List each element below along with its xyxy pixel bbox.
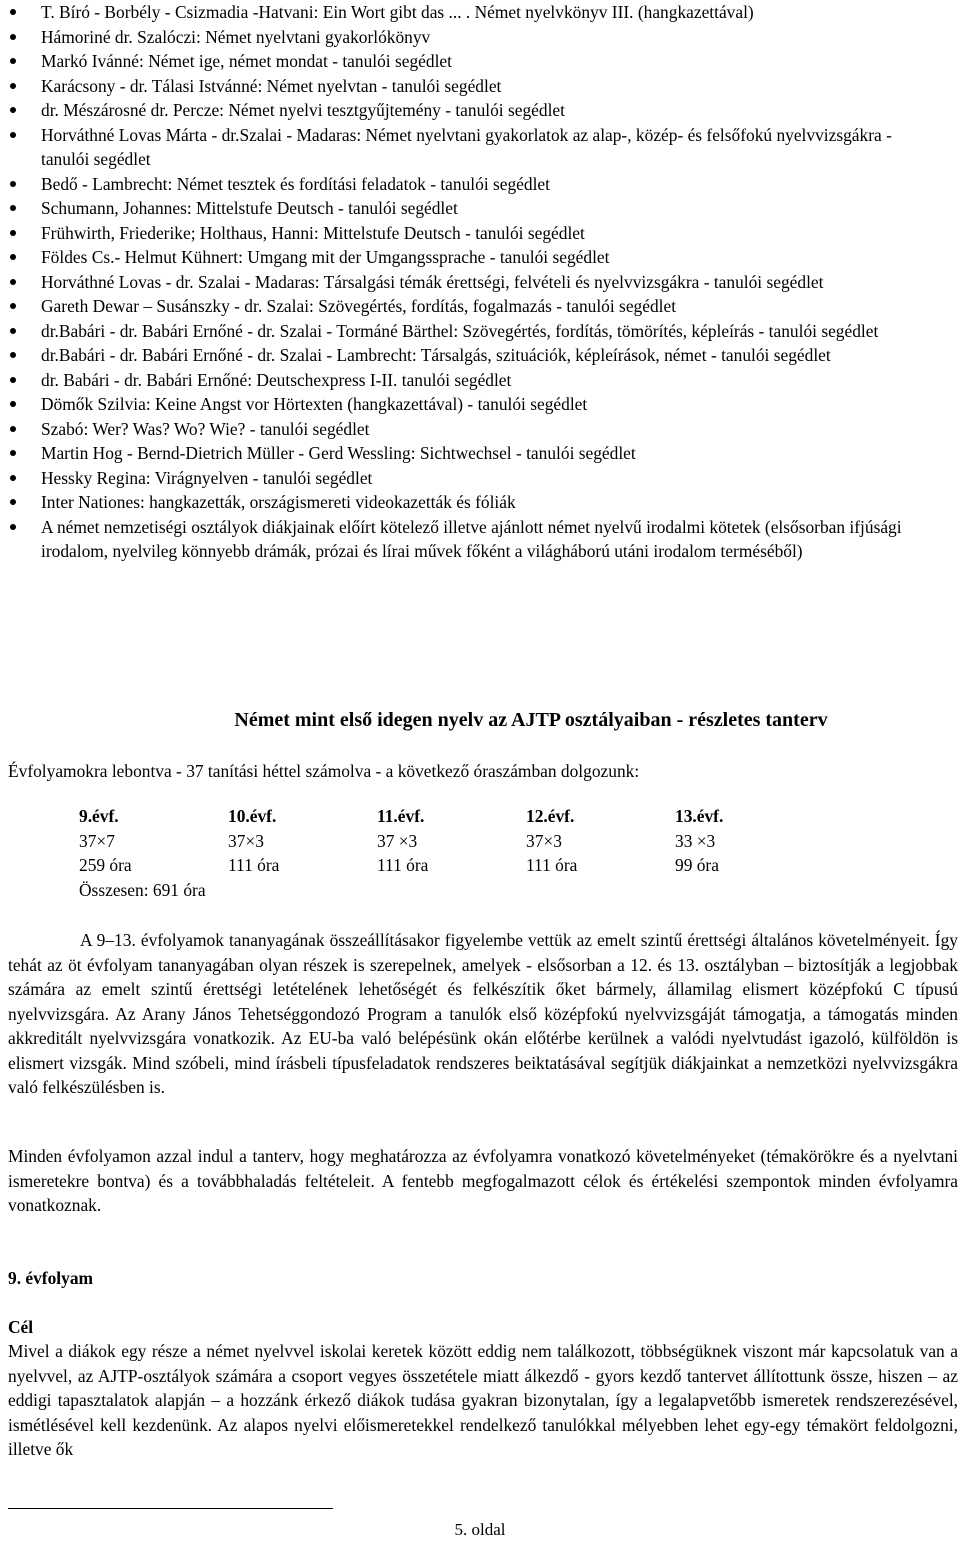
table-cell: 37×3 — [526, 830, 562, 851]
list-item: Frühwirth, Friederike; Holthaus, Hanni: Mittelstufe Deutsch - tanulói segédlet — [0, 221, 960, 246]
list-item: Schumann, Johannes: Mittelstufe Deutsch - tanulói segédlet — [0, 196, 960, 221]
table-cell: 99 óra — [675, 855, 719, 875]
table-cell: 37×3 — [228, 830, 264, 851]
list-item: Horváthné Lovas Márta - dr.Szalai - Madaras: Német nyelvtani gyakorlatok az alap-, közép- és felsőfokú nyelvvizsgákra - tanulói segédlet — [0, 123, 960, 172]
list-item: Szabó: Wer? Was? Wo? Wie? - tanulói segédlet — [0, 417, 960, 442]
table-cell: 37×7 — [79, 830, 115, 851]
list-item: dr. Babári - dr. Babári Ernőné: Deutschexpress I-II. tanulói segédlet — [0, 368, 960, 393]
footer-divider — [8, 1508, 333, 1509]
table-cell: 13.évf. — [675, 806, 724, 826]
table-row — [79, 829, 839, 854]
paragraph-structure: Minden évfolyamon azzal indul a tanterv, hogy meghatározza az évfolyamra vonatkozó követelményeket (témakörökre és a nyelvtani ismeretekre bontva) és a továbbhaladás feltételeit. A fentebb megfogalmazott célok és értékelési szempontok minden évfolyamra vonatkoznak. — [8, 1146, 958, 1215]
list-item: Hámoriné dr. Szalóczi: Német nyelvtani gyakorlókönyv — [0, 25, 960, 50]
table-cell: 10.évf. — [228, 806, 277, 826]
list-item: Horváthné Lovas - dr. Szalai - Madaras: Társalgási témák érettségi, felvételi és nyelvvizsgákra - tanulói segédlet — [0, 270, 960, 295]
hours-table — [79, 804, 839, 902]
reference-list — [0, 0, 960, 564]
table-total-row — [79, 878, 839, 903]
table-cell: 12.évf. — [526, 806, 575, 826]
table-cell: 111 óra — [228, 855, 280, 875]
paragraph-goal: Mivel a diákok egy része a német nyelvvel iskolai keretek között eddig nem találkozott, többségüknek viszont már kapcsolatuk van a nyelvvel, az AJTP-osztályok számára a csoport vegyes összetétele miatt álkezdő - gyors kezdő tantervet állítottunk össze, hiszen – az eddigi tapasztalatok alapján – a hozzánk érkező diákok tudása gyakran bizonytalan, így a legalapvetőbb ismeretek rendszerezésével, ismétlésével kell kezdenünk. Az alapos nyelvi előismeretekkel rendelkező tanulókkal mélyebben lehet egy-egy témakört feldolgozni, illetve ők — [8, 1341, 958, 1459]
list-item: dr.Babári - dr. Babári Ernőné - dr. Szalai - Tormáné Bärthel: Szövegértés, fordítás, tömörítés, képleírás - tanulói segédlet — [0, 319, 960, 344]
list-item: Földes Cs.- Helmut Kühnert: Umgang mit der Umgangssprache - tanulói segédlet — [0, 245, 960, 270]
table-cell: 33 ×3 — [675, 830, 716, 851]
list-item: Hessky Regina: Virágnyelven - tanulói segédlet — [0, 466, 960, 491]
section-title: 9. évfolyam — [8, 1268, 94, 1288]
table-header-row — [79, 804, 839, 829]
table-cell: 37 ×3 — [377, 830, 418, 851]
list-item: A német nemzetiségi osztályok diákjainak előírt kötelező illetve ajánlott német nyelvű irodalmi kötetek (elsősorban ifjúsági irodalom, nyelvileg könnyebb drámák, prózai és lírai művek főként a világháború utáni irodalom terméséből) — [0, 515, 960, 564]
list-item: Karácsony - dr. Tálasi Istvánné: Német nyelvtan - tanulói segédlet — [0, 74, 960, 99]
list-item: Markó Ivánné: Német ige, német mondat - tanulói segédlet — [0, 49, 960, 74]
table-row — [79, 853, 839, 878]
list-item: Bedő - Lambrecht: Német tesztek és fordítási feladatok - tanulói segédlet — [0, 172, 960, 197]
list-item: Inter Nationes: hangkazetták, országismereti videokazetták és fóliák — [0, 490, 960, 515]
intro-text: Évfolyamokra lebontva - 37 tanítási héttel számolva - a következő óraszámban dolgozunk: — [8, 761, 640, 781]
table-cell: 9.évf. — [79, 806, 119, 826]
table-cell: 111 óra — [377, 855, 429, 875]
list-item: Dömők Szilvia: Keine Angst vor Hörtexten (hangkazettával) - tanulói segédlet — [0, 392, 960, 417]
list-item: Gareth Dewar – Susánszky - dr. Szalai: Szövegértés, fordítás, fogalmazás - tanulói segédlet — [0, 294, 960, 319]
table-cell: 11.évf. — [377, 806, 425, 826]
subsection-title: Cél — [8, 1317, 34, 1337]
total-hours: Összesen: 691 óra — [79, 879, 206, 900]
paragraph-requirements: A 9–13. évfolyamok tananyagának összeállításakor figyelembe vettük az emelt szintű érettségi általános követelményeit. Így tehát az öt évfolyam tananyagában olyan részek is szerepelnek, amelyek - elsősorban a 12. és 13. osztályban – biztosítják a legjobbak számára az emelt szintű érettségi letételének lehetőségét és felkészítik őket bármely, államilag elismert középfokú C típusú nyelvvizsgára. Az Arany János Tehetséggondozó Program a tanulók első középfokú nyelvvizsgáját támogatja, a támogatás minden akkreditált nyelvvizsgára vonatkozik. Az EU-ba való belépésünk okán előtérbe kerülnek a valódi nyelvtudást igazoló, külföldön is elismert vizsgák. Mind szóbeli, mind írásbeli típusfeladatok rendszeres beiktatásával segítjük diákjainkat a nemzetközi nyelvvizsgákra való felkészülésben is. — [8, 930, 958, 1097]
page-number: 5. oldal — [454, 1520, 506, 1539]
list-item: T. Bíró - Borbély - Csizmadia -Hatvani: Ein Wort gibt das ... . Német nyelvkönyv III. (hangkazettával) — [0, 0, 960, 25]
list-item: Martin Hog - Bernd-Dietrich Müller - Gerd Wessling: Sichtwechsel - tanulói segédlet — [0, 441, 960, 466]
table-cell: 111 óra — [526, 855, 578, 875]
list-item: dr. Mészárosné dr. Percze: Német nyelvi tesztgyűjtemény - tanulói segédlet — [0, 98, 960, 123]
table-cell: 259 óra — [79, 855, 132, 875]
curriculum-heading: Német mint első idegen nyelv az AJTP osztályaiban - részletes tanterv — [234, 709, 828, 731]
list-item: dr.Babári - dr. Babári Ernőné - dr. Szalai - Lambrecht: Társalgás, szituációk, képleírások, német - tanulói segédlet — [0, 343, 960, 368]
